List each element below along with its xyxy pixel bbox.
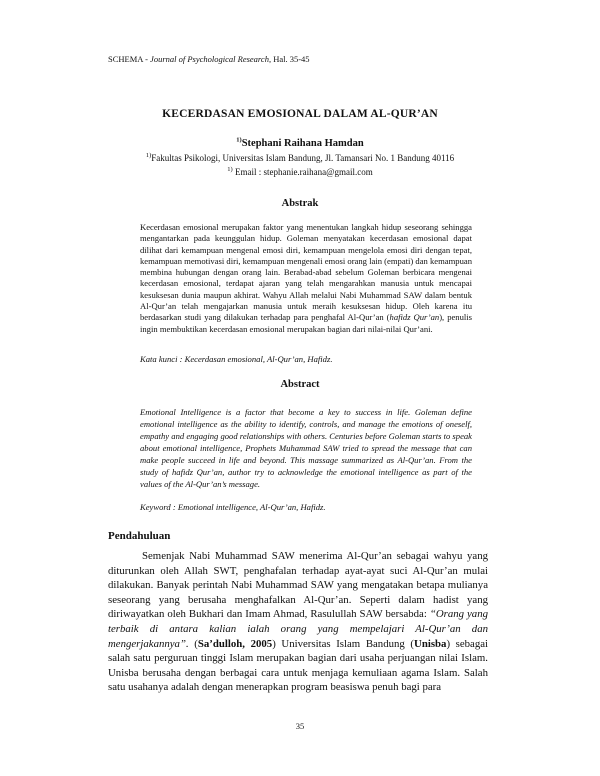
citation: Sa’dulloh, 2005 [197, 637, 273, 650]
abstrak-text-2: ), penulis ingin membuktikan kecerdasan emosional merupakan bagian dari nilai-nilai Qur’ani. [140, 312, 473, 334]
author-mark: 1) [236, 136, 242, 144]
abstrak-body [140, 222, 472, 335]
abstract-body: Emotional Intelligence is a factor that become a key to success in life. Goleman define emotional intelligence as the ability to identify, controls, and manage the emotions of oneself, empathy and engaging good relationships with others. Centuries before Goleman starts to speak about emotional intelligence, Prophets Muhammad SAW tried to spread the message that can make people succeed in life and beyond. This massage summarized as Al-Qur’an. From the study of hafidz Qur’an, author try to acknowledge the emotional intelligence as part of the values of the Al-Qur’an’s message. [140, 407, 472, 489]
page-number: 35 [295, 721, 305, 731]
cite-open: ( [188, 637, 198, 650]
intro-paragraph [108, 549, 488, 695]
section-heading-pendahuluan: Pendahuluan [108, 530, 171, 542]
intro-text-1: Semenjak Nabi Muhammad SAW menerima Al-Qur’an sebagai wahyu yang diturunkan oleh Allah SWT, penghafalan terhadap ayat-ayat suci Al-Qur’an mulai dilakukan. Banyak perintah Nabi Muhammad SAW yang mengatakan betapa mulianya seseorang yang berusaha menghafalkan Al-Qur’an. Seperti dalam hadist yang diriwayatkan oleh Bukhari dan Imam Ahmad, Rasulullah SAW bersabda: [108, 550, 488, 621]
journal-pages: , Hal. 35-45 [268, 54, 310, 64]
abstract-heading: Abstract [280, 379, 320, 390]
abstract-keywords: Keyword : Emotional intelligence, Al-Qur’an, Hafidz. [140, 502, 326, 512]
author-line [0, 138, 600, 149]
abstrak-keywords: Kata kunci : Kecerdasan emosional, Al-Qur’an, Hafidz. [140, 354, 333, 364]
email-line [0, 167, 600, 177]
paper-title: KECERDASAN EMOSIONAL DALAM AL-QUR’AN [162, 108, 438, 120]
abstrak-text-1: Kecerdasan emosional merupakan faktor yang menentukan langkah hidup seseorang sehingga mengantarkan pada keunggulan hidup. Goleman menyatakan kecerdasan emosional dapat dilihat dari kemampuan mengenal emosi diri, kemampuan mengelola emosi diri dengan tepat, kemampuan memotivasi diri, kemampuan mengenali emosi orang lain (empati) dan kemampuan membina hubungan dengan orang lain. Berabad-abad sebelum Goleman berbicara mengenai kecerdasan emosional, terdapat ajaran yang telah mengarahkan manusia untuk mencapai kesuksesan dunia maupun akhirat. Wahyu Allah melalui Nabi Muhammad SAW dalam bentuk Al-Qur’an telah mengajarkan manusia untuk meraih kesuksesan hidup. Oleh karena itu berdasarkan studi yang dilakukan terhadap para penghafal Al-Qur’an ( [140, 222, 472, 323]
affiliation-line [0, 153, 600, 163]
unisba-abbrev: Unisba [414, 637, 447, 650]
email-mark: 1) [227, 166, 233, 173]
intro-text-2: ) sebagai salah satu perguruan tinggi Islam merupakan bagian dari usaha perjuangan nilai Islam. Unisba berusaha dengan berbagai cara untuk menjaga kemuliaan agama Islam. Salah satu usahanya adalah dengan menerapkan program beasiswa penuh bagi para [108, 637, 489, 694]
abstrak-text-italic: hafidz Qur’an [389, 312, 440, 323]
abstrak-heading: Abstrak [281, 198, 319, 209]
email-text: Email : stephanie.raihana@gmail.com [232, 167, 373, 177]
affiliation-mark: 1) [145, 152, 152, 159]
journal-prefix: SCHEMA - [108, 54, 151, 64]
cite-close: ) Universitas Islam Bandung ( [272, 637, 415, 650]
hadith-quote: “Orang yang terbaik di antara kalian ialah orang yang mempelajari Al-Qur’an dan mengerjakannya”. [108, 608, 489, 650]
author-name: Stephani Raihana Hamdan [241, 138, 364, 149]
affiliation-text: Fakultas Psikologi, Universitas Islam Bandung, Jl. Tamansari No. 1 Bandung 40116 [151, 153, 455, 163]
journal-name: Journal of Psychological Research [150, 54, 269, 64]
running-header [108, 54, 310, 64]
